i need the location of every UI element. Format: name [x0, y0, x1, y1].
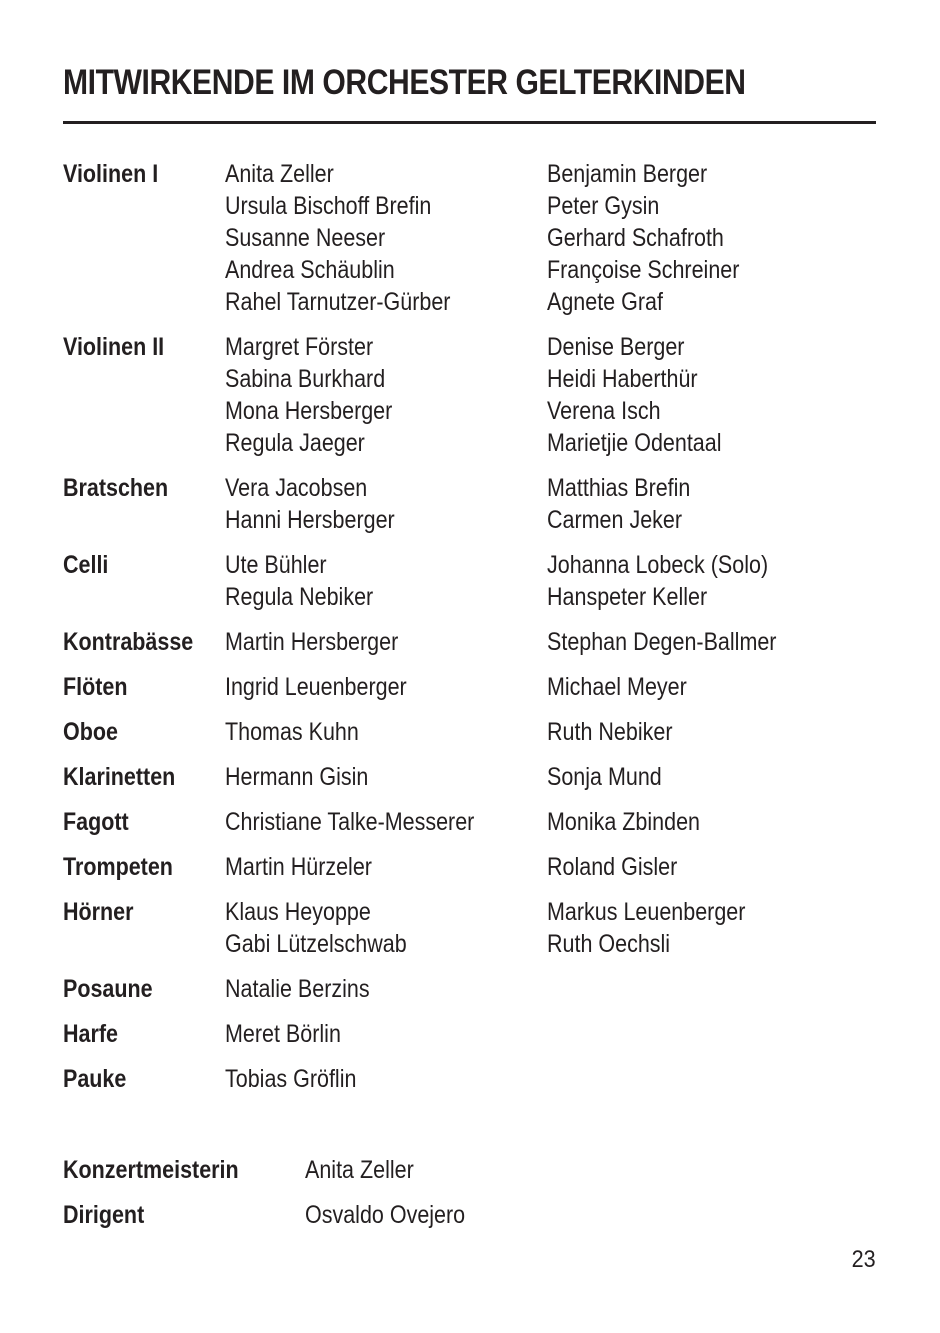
- member-name: Mona Hersberger: [225, 397, 393, 425]
- member-name: Klaus Heyoppe: [225, 898, 371, 926]
- name-column: [547, 973, 876, 1005]
- name-column: [547, 806, 876, 838]
- orchestra-roster: [63, 158, 876, 1108]
- name-column: [547, 158, 876, 318]
- member-name: Natalie Berzins: [225, 975, 370, 1003]
- roster-section: [63, 716, 876, 748]
- name-column: [225, 331, 547, 459]
- name-column: [547, 851, 876, 883]
- member-name: Rahel Tarnutzer-Gürber: [225, 288, 451, 316]
- page-title: MITWIRKENDE IM ORCHESTER GELTERKINDEN: [63, 63, 746, 102]
- name-column: [547, 761, 876, 793]
- name-column: [225, 626, 547, 658]
- staff-role: Konzertmeisterin: [63, 1156, 239, 1184]
- section-label: Celli: [63, 551, 109, 579]
- member-name: Benjamin Berger: [547, 160, 708, 188]
- member-name: Christiane Talke-Messerer: [225, 808, 475, 836]
- section-label: Kontrabässe: [63, 628, 194, 656]
- member-name: Hermann Gisin: [225, 763, 369, 791]
- member-name: Peter Gysin: [547, 192, 660, 220]
- member-name: Denise Berger: [547, 333, 685, 361]
- name-column: [547, 472, 876, 536]
- member-name: Heidi Haberthür: [547, 365, 698, 393]
- roster-section: [63, 1018, 876, 1050]
- staff-row: [63, 1154, 876, 1199]
- name-column: [225, 716, 547, 748]
- roster-section: [63, 1063, 876, 1095]
- member-name: Agnete Graf: [547, 288, 663, 316]
- member-name: Regula Nebiker: [225, 583, 374, 611]
- name-column: [547, 716, 876, 748]
- name-column: [547, 896, 876, 960]
- section-label: Violinen II: [63, 333, 165, 361]
- name-column: [225, 549, 547, 613]
- roster-section: [63, 761, 876, 793]
- roster-section: [63, 549, 876, 613]
- name-column: [225, 851, 547, 883]
- member-name: Hanni Hersberger: [225, 506, 395, 534]
- roster-section: [63, 158, 876, 318]
- member-name: Ingrid Leuenberger: [225, 673, 407, 701]
- name-column: [225, 671, 547, 703]
- name-column: [547, 1018, 876, 1050]
- member-name: Andrea Schäublin: [225, 256, 395, 284]
- staff-row: [63, 1199, 876, 1244]
- name-column: [225, 761, 547, 793]
- member-name: Hanspeter Keller: [547, 583, 708, 611]
- member-name: Roland Gisler: [547, 853, 678, 881]
- section-label: Trompeten: [63, 853, 173, 881]
- member-name: Françoise Schreiner: [547, 256, 740, 284]
- roster-section: [63, 896, 876, 960]
- member-name: Vera Jacobsen: [225, 474, 368, 502]
- member-name: Ruth Oechsli: [547, 930, 671, 958]
- name-column: [547, 549, 876, 613]
- member-name: Markus Leuenberger: [547, 898, 746, 926]
- member-name: Meret Börlin: [225, 1020, 341, 1048]
- section-label: Pauke: [63, 1065, 127, 1093]
- member-name: Ute Bühler: [225, 551, 327, 579]
- member-name: Matthias Brefin: [547, 474, 691, 502]
- staff-role: Dirigent: [63, 1201, 145, 1229]
- section-label: Flöten: [63, 673, 128, 701]
- section-label: Fagott: [63, 808, 129, 836]
- name-column: [225, 1063, 547, 1095]
- member-name: Sonja Mund: [547, 763, 662, 791]
- member-name: Marietjie Odentaal: [547, 429, 722, 457]
- name-column: [547, 1063, 876, 1095]
- title-divider: [63, 121, 876, 124]
- name-column: [225, 973, 547, 1005]
- member-name: Tobias Gröflin: [225, 1065, 357, 1093]
- section-label: Posaune: [63, 975, 153, 1003]
- member-name: Susanne Neeser: [225, 224, 386, 252]
- member-name: Michael Meyer: [547, 673, 687, 701]
- roster-section: [63, 973, 876, 1005]
- name-column: [547, 626, 876, 658]
- staff-name: Osvaldo Ovejero: [305, 1201, 466, 1229]
- roster-section: [63, 806, 876, 838]
- member-name: Anita Zeller: [225, 160, 334, 188]
- roster-section: [63, 671, 876, 703]
- staff-name: Anita Zeller: [305, 1156, 414, 1184]
- member-name: Thomas Kuhn: [225, 718, 359, 746]
- name-column: [225, 896, 547, 960]
- member-name: Martin Hersberger: [225, 628, 399, 656]
- staff-list: [63, 1154, 876, 1244]
- member-name: Johanna Lobeck (Solo): [547, 551, 769, 579]
- name-column: [225, 472, 547, 536]
- section-label: Hörner: [63, 898, 134, 926]
- member-name: Gerhard Schafroth: [547, 224, 724, 252]
- name-column: [547, 331, 876, 459]
- roster-section: [63, 626, 876, 658]
- member-name: Stephan Degen-Ballmer: [547, 628, 777, 656]
- name-column: [225, 1018, 547, 1050]
- member-name: Verena Isch: [547, 397, 661, 425]
- member-name: Ruth Nebiker: [547, 718, 673, 746]
- roster-section: [63, 472, 876, 536]
- member-name: Carmen Jeker: [547, 506, 683, 534]
- section-label: Violinen I: [63, 160, 159, 188]
- section-label: Bratschen: [63, 474, 169, 502]
- member-name: Sabina Burkhard: [225, 365, 386, 393]
- member-name: Regula Jaeger: [225, 429, 365, 457]
- name-column: [547, 671, 876, 703]
- page-number: 23: [851, 1246, 876, 1273]
- member-name: Margret Förster: [225, 333, 374, 361]
- name-column: [225, 158, 547, 318]
- name-column: [225, 806, 547, 838]
- member-name: Gabi Lützelschwab: [225, 930, 407, 958]
- section-label: Oboe: [63, 718, 118, 746]
- section-label: Harfe: [63, 1020, 118, 1048]
- section-label: Klarinetten: [63, 763, 176, 791]
- member-name: Ursula Bischoff Brefin: [225, 192, 432, 220]
- roster-section: [63, 851, 876, 883]
- member-name: Monika Zbinden: [547, 808, 700, 836]
- roster-section: [63, 331, 876, 459]
- member-name: Martin Hürzeler: [225, 853, 372, 881]
